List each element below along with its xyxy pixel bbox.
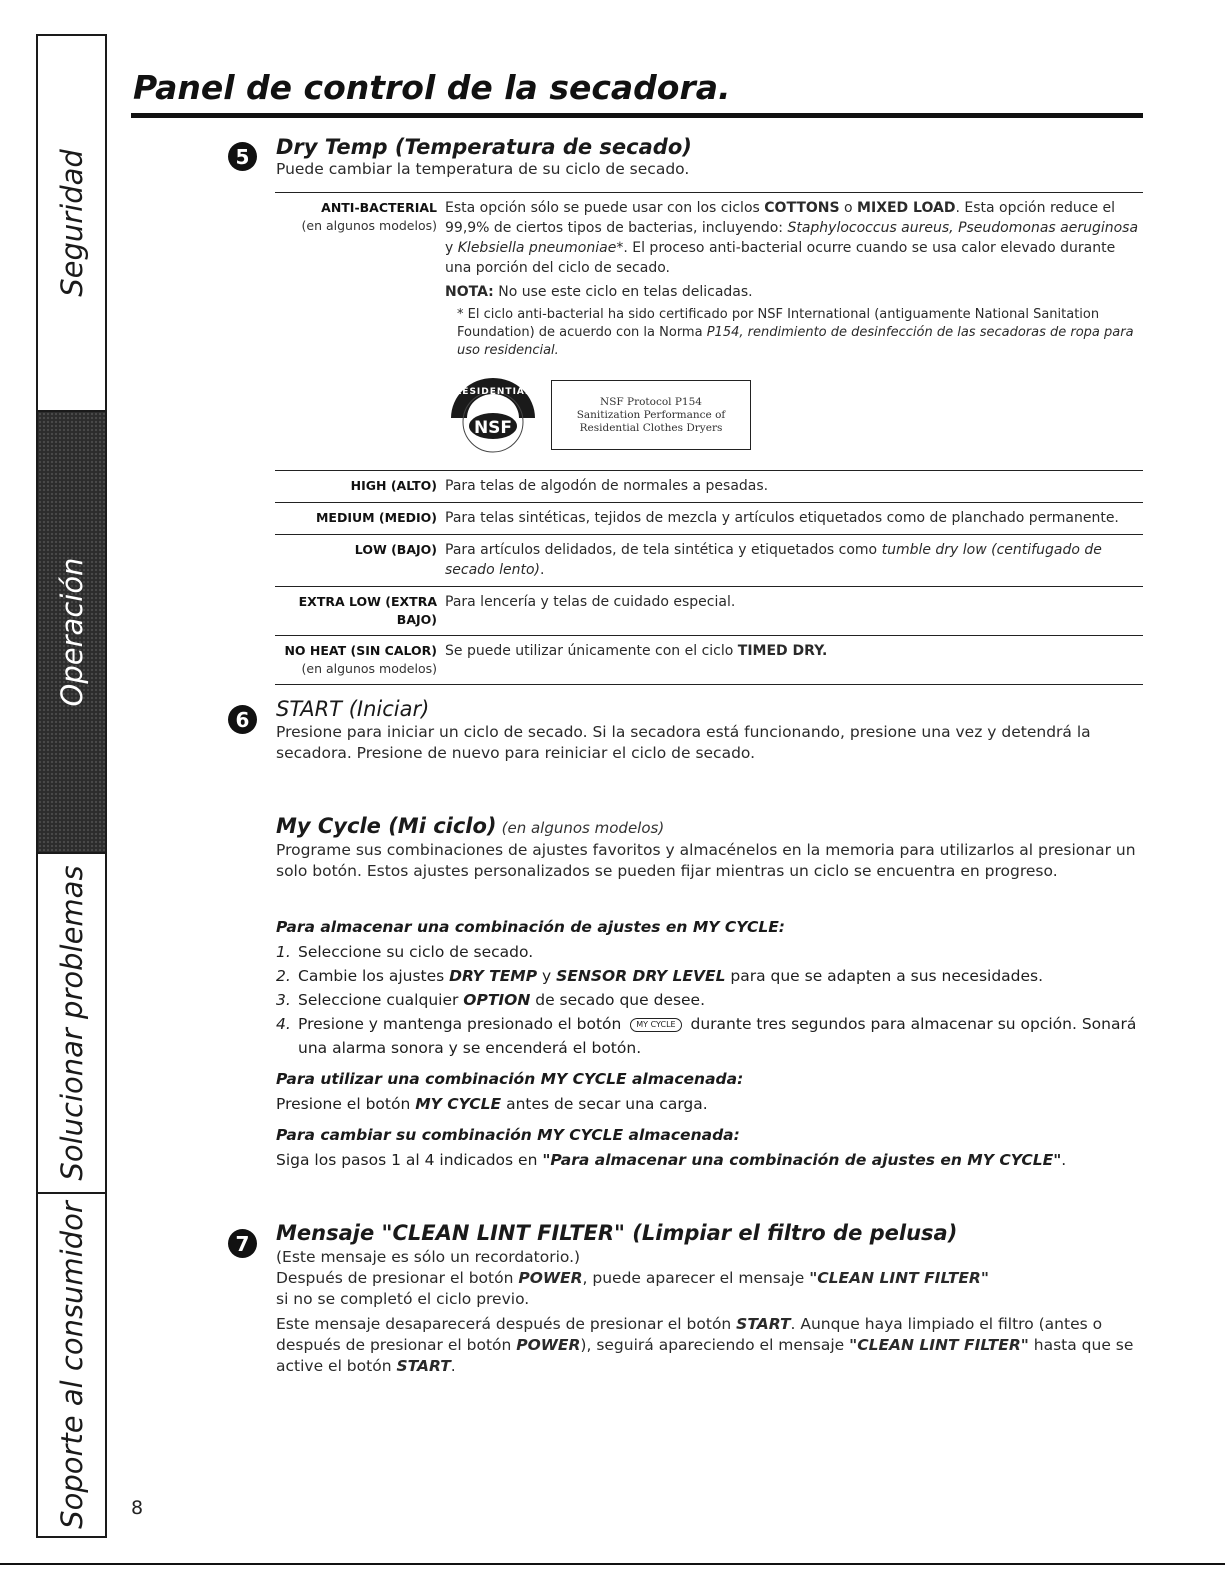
title-divider [131,113,1143,118]
my-cycle-button-icon: MY CYCLE [630,1018,681,1032]
row-key: LOW (BAJO) [354,542,437,557]
page-title: Panel de control de la secadora. [133,68,731,107]
svg-text:RESIDENTIAL: RESIDENTIAL [454,387,532,397]
page-number: 8 [131,1497,144,1519]
my-cycle-description: Programe sus combinaciones de ajustes favoritos y almacénelos en la memoria para utilizarlos al presionar un solo botón. Estos ajustes personalizados se pueden fijar mientras un ciclo se encuentra en progreso. [276,841,1136,880]
use-heading: Para utilizar una combinación MY CYCLE almacenada: [276,1070,744,1088]
row-value: Se puede utilizar únicamente con el ciclo TIMED DRY. [445,643,828,659]
start-description: Presione para iniciar un ciclo de secado. Si la secadora está funcionando, presione una vez y detendrá la secadora. Presione de nuevo para reiniciar el ciclo de secado. [276,723,1091,762]
my-cycle-heading: My Cycle (Mi ciclo) (en algunos modelos) [276,814,665,838]
side-tab-bar [36,34,107,1538]
tab-seguridad[interactable] [38,36,105,412]
row-value: Para lencería y telas de cuidado especial. [445,594,736,610]
tab-label: Soporte al consumidor [54,1201,89,1529]
steps-list [276,940,1142,1060]
tab-label: Operación [54,557,89,707]
section-title-start: START (Iniciar) [276,697,430,721]
table-row [275,534,1143,586]
row-key: NO HEAT (SIN CALOR) (en algunos modelos) [284,643,437,676]
table-row [275,470,1143,502]
section-number-badge: 5 [228,142,257,171]
tab-solucionar-problemas[interactable] [38,854,105,1194]
change-heading: Para cambiar su combinación MY CYCLE almacenada: [276,1126,740,1144]
clean-lint-description: (Este mensaje es sólo un recordatorio.) Después de presionar el botón POWER, puede aparecer el mensaje "CLEAN LINT FILTER" si no se completó el ciclo previo. Este mensaje desaparecerá después de presionar el botón START. Aunque haya limpiado el filtro (antes o después de presionar el botón POWER), seguirá apareciendo el mensaje "CLEAN LINT FILTER" hasta que se active el botón START. [276,1248,1134,1375]
row-key: HIGH (ALTO) [350,478,437,493]
row-value: Para telas de algodón de normales a pesadas. [445,478,769,494]
nsf-certification [445,374,1143,456]
row-value: Esta opción sólo se puede usar con los ciclos COTTONS o MIXED LOAD. Esta opción reduce el 99,9% de ciertos tipos de bacterias, incluyendo: Staphylococcus aureus, Pseudomonas aeruginosa y Klebsiella pneumoniae*. El proceso anti-bacterial ocurre cuando se usa calor elevado durante una porción del ciclo de secado. NOTA: No use este ciclo en telas delicadas. * El ciclo anti-bacterial ha sido certificado por NSF International (antiguamente National Sanitation Foundation) de acuerdo con la Norma P154, rendimiento de desinfección de las secadoras de ropa para uso residencial. NSF RESIDENTIAL NSF Protocol P154 Sanitization Performance of Residential Clothes Dryers [445,198,1143,464]
row-value: Para artículos delidados, de tela sintética y etiquetados como tumble dry low (centifugado de secado lento). [445,542,1102,578]
list-item: 2. Cambie los ajustes DRY TEMP y SENSOR DRY LEVEL para que se adapten a sus necesidades. [276,967,1044,985]
section-intro: Puede cambiar la temperatura de su ciclo de secado. [276,160,690,178]
list-item: 3. Seleccione cualquier OPTION de secado que desee. [276,991,706,1009]
nsf-certificate-box: NSF Protocol P154 Sanitization Performance of Residential Clothes Dryers [551,380,751,450]
bottom-divider [0,1563,1225,1565]
use-text: Presione el botón MY CYCLE antes de secar una carga. [276,1095,708,1113]
tab-operacion[interactable] [38,412,105,854]
table-row [275,192,1143,470]
change-text: Siga los pasos 1 al 4 indicados en "Para almacenar una combinación de ajustes en MY CYCLE". [276,1151,1067,1169]
table-row [275,586,1143,635]
row-key: ANTI-BACTERIAL (en algunos modelos) [301,200,437,233]
section-number-badge: 6 [228,705,257,734]
tab-label: Solucionar problemas [54,865,89,1181]
tab-label: Seguridad [54,149,89,297]
tab-soporte-consumidor[interactable] [38,1194,105,1536]
row-value: Para telas sintéticas, tejidos de mezcla y artículos etiquetados como de planchado permanente. [445,510,1119,526]
store-heading: Para almacenar una combinación de ajustes en MY CYCLE: [276,918,785,936]
section-title-clean-lint: Mensaje "CLEAN LINT FILTER" (Limpiar el filtro de pelusa) [276,1221,958,1245]
list-item: 1. Seleccione su ciclo de secado. [276,943,534,961]
dry-temp-table [275,192,1143,685]
my-cycle-instructions [276,918,1142,1172]
nsf-logo-icon [445,374,541,456]
row-key: MEDIUM (MEDIO) [315,510,437,525]
section-number-badge: 7 [228,1229,257,1258]
list-item: 4. Presione y mantenga presionado el botón MY CYCLE durante tres segundos para almacenar su opción. Sonará una alarma sonora y se encenderá el botón. [276,1015,1137,1057]
row-key: EXTRA LOW (EXTRA BAJO) [298,594,437,627]
svg-text:NSF: NSF [473,418,513,438]
table-row [275,502,1143,534]
section-title-dry-temp: Dry Temp (Temperatura de secado) [276,135,692,159]
table-row [275,635,1143,685]
